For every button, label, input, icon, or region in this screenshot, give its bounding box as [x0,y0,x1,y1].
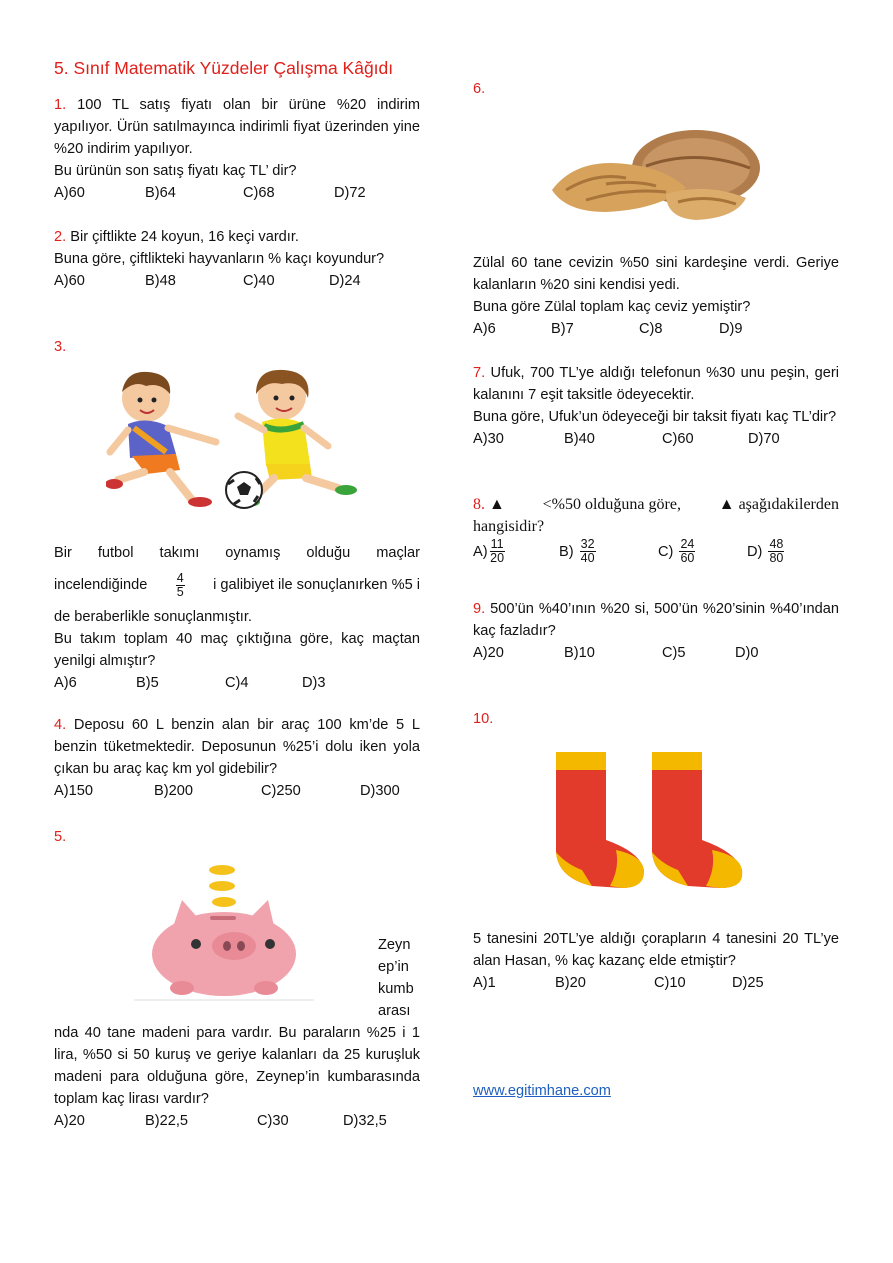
question-prompt: Bu takım toplam 40 maç çıktığına göre, kaç maçtan yenilgi almıştır? [54,631,420,669]
question-text: Ufuk, 700 TL’ye aldığı telefonun %30 unu peşin, geri kalanını 7 eşit taksitle ödeyecektir. [473,365,839,403]
option-a[interactable]: A)60 [54,185,85,201]
question-2 [54,226,420,292]
answer-options [54,1110,420,1132]
fraction-numerator: 24 [680,537,695,551]
option-a[interactable] [473,538,559,565]
football-kids-illustration [106,368,368,513]
question-3-number [54,336,420,358]
option-d[interactable]: D)24 [329,273,361,289]
question-text: aşağıdakilerden [738,496,839,513]
option-d[interactable]: D)70 [748,431,780,447]
question-text: i galibiyet ile sonuçlanırken %5 i [213,577,420,593]
piggy-bank-illustration [134,860,314,1002]
question-5-number [54,826,420,848]
question-prompt: Buna göre Zülal toplam kaç ceviz yemiştir? [473,299,751,315]
fraction-numerator: 4 [176,570,184,585]
answer-options [473,972,839,994]
question-text: Bir futbol takımı oynamış olduğu maçlar [54,545,420,561]
option-c[interactable]: C)68 [243,185,275,201]
fraction-denominator: 20 [490,551,505,565]
option-b[interactable]: B)5 [136,675,159,691]
walnuts-illustration [546,128,768,224]
option-label: B) [559,543,574,560]
fraction [176,572,185,599]
answer-options [54,182,420,204]
question-text: Zeyn [378,937,411,953]
question-text: Deposu 60 L benzin alan bir araç 100 km’de 5 L benzin tüketmektedir. Deposunun %25’i dolu iken yola çıkan bu araç kaç km yol gidebilir? [54,717,420,777]
option-label: D) [747,543,763,560]
answer-options [473,428,839,450]
option-a[interactable]: A)20 [473,645,504,661]
fraction [679,538,695,565]
option-d[interactable] [747,538,786,565]
question-prompt: Buna göre, çiftlikteki hayvanların % kaçı koyundur? [54,251,385,267]
question-4 [54,714,420,802]
question-text: kumb [378,981,414,997]
question-number: 3. [54,339,67,355]
option-c[interactable]: C)250 [261,783,301,799]
answer-options [54,672,420,694]
option-b[interactable]: B)64 [145,185,176,201]
fraction-denominator: 5 [176,584,184,599]
option-d[interactable]: D)25 [732,975,764,991]
fraction-denominator: 80 [769,551,784,565]
option-label: C) [658,543,674,560]
fraction [580,538,596,565]
option-c[interactable]: C)30 [257,1113,289,1129]
question-8-options [473,538,839,565]
question-7 [473,362,839,450]
question-5 [54,1022,420,1132]
question-number: 10. [473,711,494,727]
option-d[interactable]: D)72 [334,185,366,201]
question-prompt: Bu ürünün son satış fiyatı kaç TL’ dir? [54,163,297,179]
option-label: A) [473,543,488,560]
option-b[interactable]: B)40 [564,431,595,447]
fraction-denominator: 40 [580,551,595,565]
option-b[interactable]: B)10 [564,645,595,661]
option-a[interactable]: A)20 [54,1113,85,1129]
fraction [490,538,505,565]
answer-options [54,270,420,292]
question-10-number [473,708,839,730]
option-a[interactable]: A)6 [473,321,496,337]
question-text: 5 tanesini 20TL’ye aldığı çorapların 4 tanesini 20 TL’ye alan Hasan, % kaç kazanç elde etmiştir? [473,931,839,969]
question-number: 8. [473,496,485,513]
question-text: Zülal 60 tane cevizin %50 sini kardeşine verdi. Geriye kalanların %20 sini kendisi yedi. [473,255,839,293]
option-a[interactable]: A)30 [473,431,504,447]
question-text: arası [378,1003,411,1019]
option-a[interactable]: A)60 [54,273,85,289]
fraction-numerator: 11 [490,537,504,551]
question-3 [54,542,420,694]
option-c[interactable]: C)40 [243,273,275,289]
answer-options [54,780,420,802]
option-c[interactable]: C)4 [225,675,249,691]
question-text: de beraberlikle sonuçlanmıştır. [54,609,252,625]
option-d[interactable]: D)9 [719,321,743,337]
option-c[interactable]: C)8 [639,321,663,337]
question-number: 7. [473,365,486,381]
fraction-numerator: 32 [580,537,595,551]
question-number: 6. [473,81,486,97]
question-text: Bir çiftlikte 24 koyun, 16 keçi vardır. [70,229,299,245]
option-b[interactable] [559,538,658,565]
triangle-icon: ▲ [718,496,735,513]
question-text: <%50 olduğuna göre, [542,496,681,513]
option-b[interactable]: B)20 [555,975,586,991]
answer-options [473,642,839,664]
option-d[interactable]: D)300 [360,783,400,799]
option-d[interactable]: D)3 [302,675,326,691]
page-title: 5. Sınıf Matematik Yüzdeler Çalışma Kâğıdı [54,58,394,78]
option-a[interactable]: A)150 [54,783,93,799]
fraction-numerator: 48 [769,537,784,551]
question-1 [54,94,420,204]
question-9 [473,598,839,664]
fraction-denominator: 60 [680,551,695,565]
question-8 [473,494,839,538]
option-c[interactable] [658,538,747,565]
triangle-icon: ▲ [489,496,505,513]
option-b[interactable]: B)48 [145,273,176,289]
question-text: hangisidir? [473,518,545,535]
question-number: 4. [54,717,67,733]
option-d[interactable]: D)0 [735,645,759,661]
question-text: 100 TL satış fiyatı olan bir ürüne %20 indirim yapılıyor. Ürün satılmayınca indirimli fiyat üzerinden yine %20 indirim yapılıyor. [54,97,420,157]
question-text: ep’in [378,959,409,975]
answer-options [473,318,839,340]
option-c[interactable]: C)5 [662,645,686,661]
option-b[interactable]: B)22,5 [145,1113,188,1129]
option-a[interactable]: A)6 [54,675,77,691]
question-text: 500’ün %40’ının %20 si, 500’ün %20’sinin %40’ından kaç fazladır? [473,601,839,639]
question-number: 2. [54,229,67,245]
question-number: 1. [54,97,67,113]
option-b[interactable]: B)200 [154,783,193,799]
question-text: nda 40 tane madeni para vardır. Bu paraların %25 i 1 lira, %50 si 50 kuruş ve geriye kalanları da 25 kuruşluk madeni para olduğuna göre, Zeynep’in kumbarasında toplam kaç lirası vardır? [54,1025,420,1107]
question-number: 5. [54,829,67,845]
option-c[interactable]: C)60 [662,431,694,447]
socks-illustration [552,752,750,890]
footer-link[interactable]: www.egitimhane.com [473,1083,611,1099]
option-b[interactable]: B)7 [551,321,574,337]
fraction [768,538,784,565]
option-d[interactable]: D)32,5 [343,1113,387,1129]
question-prompt: Buna göre, Ufuk’un ödeyeceği bir taksit fiyatı kaç TL’dir? [473,409,837,425]
option-a[interactable]: A)1 [473,975,496,991]
question-6-number [473,78,839,100]
option-c[interactable]: C)10 [654,975,686,991]
question-text: incelendiğinde [54,577,148,593]
question-number: 9. [473,601,486,617]
question-5-side-text [378,934,420,1022]
question-10 [473,928,839,994]
question-6 [473,252,839,340]
